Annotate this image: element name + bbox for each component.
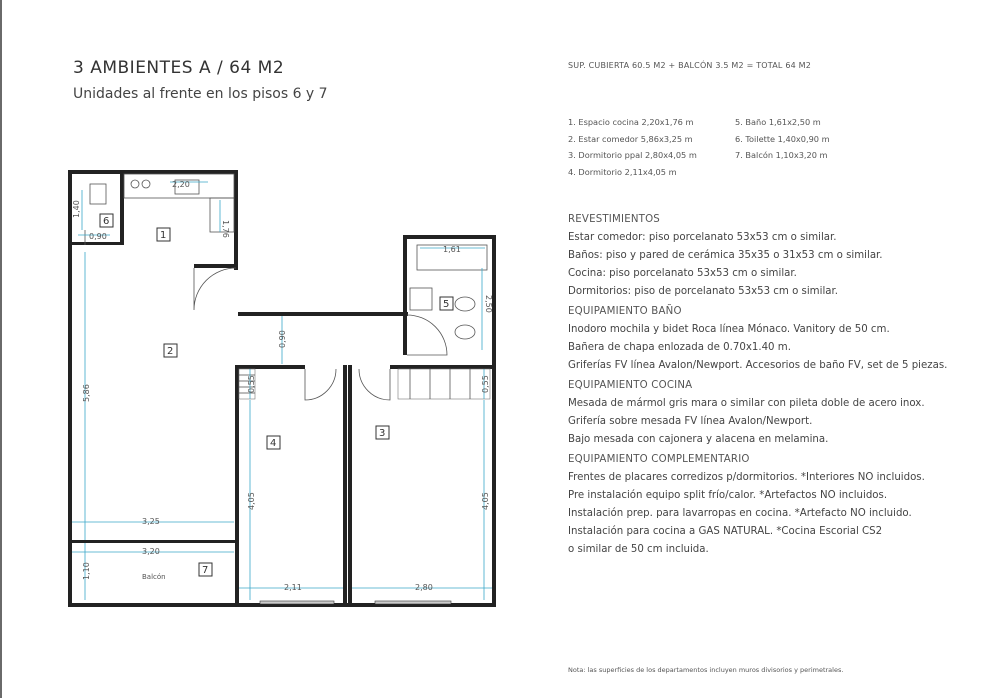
dimension-label: 1,10 [82,562,91,580]
spec-line: Dormitorios: piso de porcelanato 53x53 cm o similar. [568,286,839,297]
spec-line: Bajo mesada con cajonera y alacena en melamina. [568,434,829,445]
wall [403,235,496,239]
toilet [455,297,475,311]
wall [194,264,238,268]
specifications [568,209,978,559]
spec-heading-revestimientos: REVESTIMIENTOS [568,214,660,225]
spec-line: o similar de 50 cm incluida. [568,544,709,555]
dimension-label: 0,55 [247,375,256,393]
dimension-label: 3,25 [142,517,160,526]
spec-line: Bañera de chapa enlozada de 0.70x1.40 m. [568,342,791,353]
room-list-item: 7. Balcón 1,10x3,20 m [735,150,828,160]
door-swing [407,315,447,355]
room-label-1: 1 [160,230,167,241]
spec-line: Pre instalación equipo split frío/calor. *Artefactos NO incluidos. [568,490,888,501]
spec-line: Instalación para cocina a GAS NATURAL. *Cocina Escorial CS2 [568,526,883,537]
dimension-label: 2,80 [415,583,433,592]
dimension-label: 1,76 [221,220,230,238]
dimension-label: 2,11 [284,583,302,592]
room-list-item: 3. Dormitorio ppal 2,80x4,05 m [568,150,697,160]
spec-line: Grifería sobre mesada FV línea Avalon/Newport. [568,416,813,427]
toilet [90,184,106,204]
spec-heading-bano: EQUIPAMIENTO BAÑO [568,306,682,317]
closet [398,369,490,399]
dimension-label: 3,20 [142,547,160,556]
wall [492,235,496,607]
wall [68,242,124,245]
dimension-label: 1,61 [443,245,461,254]
page-border [0,0,2,698]
room-label-4: 4 [270,438,277,449]
balcony-label: Balcón [142,573,166,581]
spec-heading-cocina: EQUIPAMIENTO COCINA [568,380,693,391]
spec-line: Estar comedor: piso porcelanato 53x53 cm o similar. [568,232,837,243]
wall [234,170,238,270]
dimension-label: 1,40 [72,200,81,218]
wall [235,365,305,369]
spec-line: Frentes de placares corredizos p/dormitorios. *Interiores NO incluidos. [568,472,925,483]
area-summary: SUP. CUBIERTA 60.5 M2 + BALCÓN 3.5 M2 = TOTAL 64 M2 [568,61,812,70]
page-title: 3 AMBIENTES A / 64 M2 [73,58,285,78]
spec-heading-complementario: EQUIPAMIENTO COMPLEMENTARIO [568,454,750,465]
spec-line: Instalación prep. para lavarropas en cocina. *Artefacto NO incluido. [568,508,912,519]
dimension-label: 4,05 [247,492,256,510]
wall [235,365,239,607]
dimension-label: 0,90 [278,330,287,348]
wall [343,365,347,607]
room-list-item: 1. Espacio cocina 2,20x1,76 m [568,117,694,127]
spec-line: Mesada de mármol gris mara o similar con pileta doble de acero inox. [568,398,925,409]
page-subtitle: Unidades al frente en los pisos 6 y 7 [73,86,328,102]
room-label-5: 5 [443,299,450,310]
bidet [455,325,475,339]
window [375,601,451,604]
dimension-label: 2,50 [484,295,493,313]
room-list-item: 4. Dormitorio 2,11x4,05 m [568,166,677,177]
dimension-label: 5,86 [82,384,91,402]
wall [238,312,408,316]
spec-line: Baños: piso y pared de cerámica 35x35 o 31x53 cm o similar. [568,250,883,261]
spec-line: Inodoro mochila y bidet Roca línea Mónaco. Vanitory de 50 cm. [568,324,890,335]
wall [68,540,235,543]
vanity [410,288,432,310]
wall [390,365,496,369]
footnote: Nota: las superficies de los departamentos incluyen muros divisorios y perimetrales. [568,666,844,674]
wall [403,235,407,355]
dimension-label: 2,20 [172,180,190,189]
walls [68,170,496,607]
door-swing [359,369,390,400]
spec-line: Cocina: piso porcelanato 53x53 cm o similar. [568,268,797,279]
wall [120,170,124,245]
dimension-label: 4,05 [481,492,490,510]
room-label-2: 2 [167,346,174,357]
room-label-3: 3 [379,428,386,439]
wall [348,365,352,607]
wall [68,170,238,174]
door-swing [194,268,236,310]
dimension-label: 0,55 [481,375,490,393]
window [260,601,334,604]
room-list-item: 2. Estar comedor 5,86x3,25 m [568,133,693,144]
room-list-item: 5. Baño 1,61x2,50 m [735,117,821,127]
spec-line: Griferías FV línea Avalon/Newport. Accesorios de baño FV, set de 5 piezas. [568,360,948,371]
room-label-6: 6 [103,216,110,227]
door-swing [305,369,336,400]
floor-plan [60,160,510,615]
room-list-item: 6. Toilette 1,40x0,90 m [735,133,830,144]
room-label-7: 7 [202,565,209,576]
dimension-label: 0,90 [89,232,107,241]
closets [239,369,490,399]
